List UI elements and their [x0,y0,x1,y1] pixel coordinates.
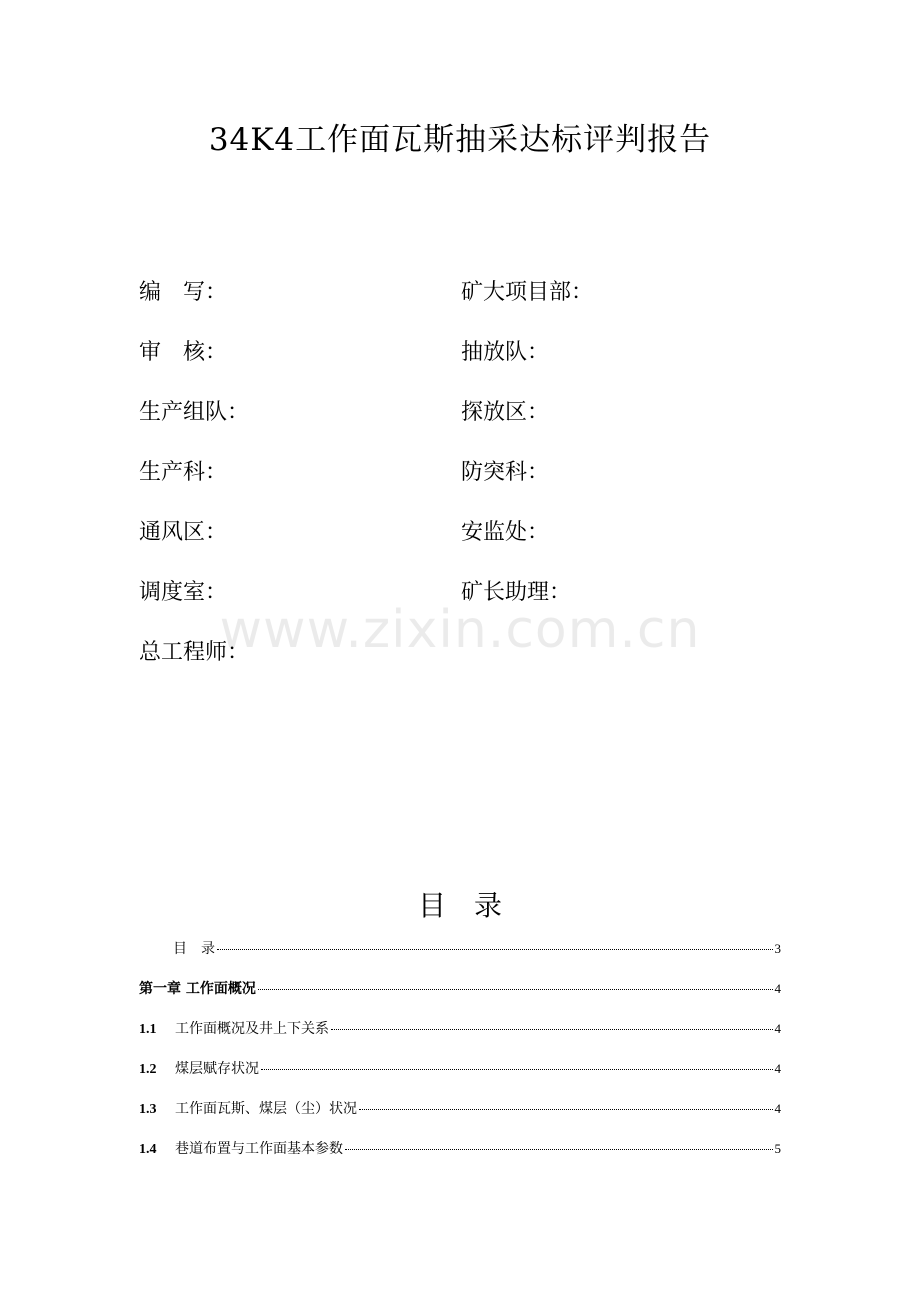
toc-entry-label: 煤层赋存状况 [175,1061,259,1077]
toc-leader-dots [217,949,773,950]
signature-field-production-section: 生产科： [139,460,228,485]
signature-field-editor: 编 写： [139,280,228,305]
toc-title: 目 录 [417,889,502,922]
toc-entry-number: 1.1 [139,1022,157,1037]
signature-field-chief-engineer: 总工程师： [139,640,250,665]
signature-field-outburst-section: 防突科： [461,460,550,485]
signature-row [139,515,819,575]
signature-row [139,635,819,695]
toc-leader-dots [261,1069,773,1070]
toc-entry-number: 1.3 [139,1102,157,1117]
document-title: 34K4工作面瓦斯抽采达标评判报告 [208,122,712,158]
toc-entry-label: 工作面概况及井上下关系 [175,1021,329,1037]
signature-field-reviewer: 审 核： [139,340,228,365]
toc-leader-dots [258,989,773,990]
toc-entry[interactable] [139,1018,781,1058]
toc-entry-page: 5 [774,1141,781,1156]
toc-leader-dots [359,1109,773,1110]
toc-entry[interactable] [139,1058,781,1098]
toc-entry-label: 巷道布置与工作面基本参数 [175,1141,343,1157]
watermark: www.zixin.com.cn [219,600,701,660]
toc-entry-number: 1.4 [139,1142,157,1157]
signature-field-ventilation-area: 通风区： [139,520,228,545]
signature-row [139,575,819,635]
toc-entry-page: 4 [774,981,781,996]
toc-entry-label: 第一章 工作面概况 [139,981,256,997]
signature-grid [139,275,819,695]
toc-entry-page: 3 [774,941,781,956]
toc-entry[interactable] [139,1138,781,1178]
signature-field-drainage-team: 抽放队： [461,340,550,365]
table-of-contents [139,938,781,1178]
signature-field-exploration-area: 探放区： [461,400,550,425]
signature-row [139,275,819,335]
signature-field-mine-assistant: 矿长助理： [461,580,572,605]
toc-leader-dots [331,1029,773,1030]
signature-row [139,395,819,455]
signature-field-dispatch-room: 调度室： [139,580,228,605]
toc-entry-page: 4 [774,1061,781,1076]
toc-entry[interactable] [139,1098,781,1138]
signature-field-project-dept: 矿大项目部： [461,280,594,305]
toc-entry[interactable] [139,938,781,978]
toc-entry-label: 目 录 [173,941,215,957]
signature-field-safety-office: 安监处： [461,520,550,545]
toc-entry-page: 4 [774,1021,781,1036]
signature-field-production-team: 生产组队： [139,400,250,425]
toc-entry-number: 1.2 [139,1062,157,1077]
signature-row [139,455,819,515]
toc-entry[interactable] [139,978,781,1018]
signature-row [139,335,819,395]
toc-leader-dots [345,1149,773,1150]
toc-entry-page: 4 [774,1101,781,1116]
toc-entry-label: 工作面瓦斯、煤层（尘）状况 [175,1101,357,1117]
